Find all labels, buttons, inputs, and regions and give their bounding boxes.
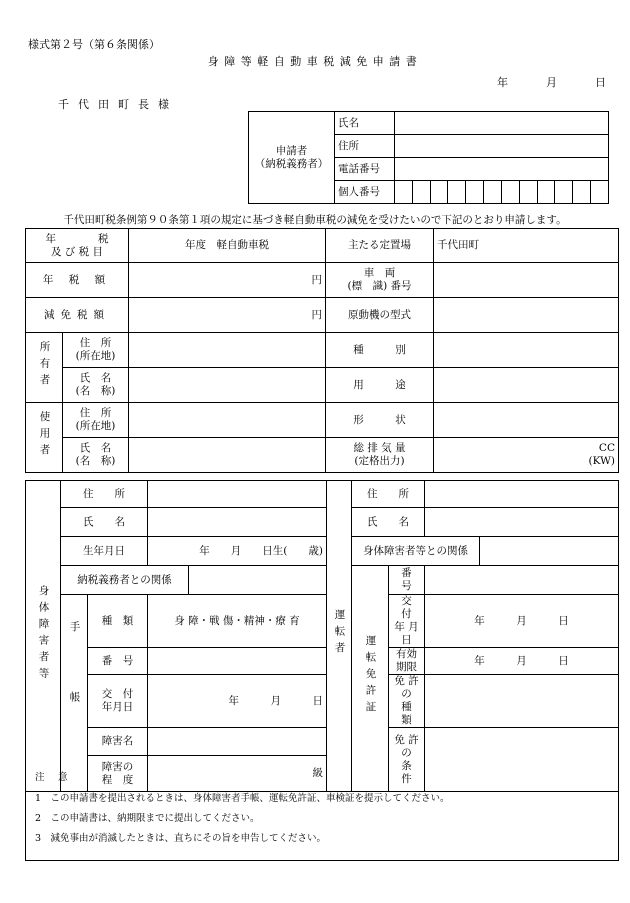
taxpayer-relation-field[interactable]	[189, 566, 327, 595]
mynumber-digit[interactable]	[555, 181, 573, 204]
driver-address-field[interactable]	[425, 481, 619, 508]
usage-label: 用 途	[326, 368, 434, 403]
handbook-number-field[interactable]	[148, 648, 327, 675]
handbook-type-label: 種 類	[88, 595, 148, 648]
day-label: 日	[595, 76, 606, 89]
mynumber-digit[interactable]	[591, 181, 609, 204]
mynumber-digit[interactable]	[501, 181, 519, 204]
note-2: 2 この申請書は、納期限までに提出してください。	[35, 813, 260, 824]
owner-address-field[interactable]	[129, 333, 326, 368]
engine-model-field[interactable]	[434, 298, 619, 333]
owner-name-field[interactable]	[129, 368, 326, 403]
intro-text: 千代田町税条例第９０条第１項の規定に基づき軽自動車税の減免を受けたいので下記のとおり申請します。	[63, 214, 567, 226]
owner-label: 所有者	[26, 333, 63, 403]
license-conditions-label: 免 許 の 条 件	[389, 728, 425, 792]
note-1: 1 この申請書を提出されるときは、身体障害者手帳、運転免許証、車検証を提示してください。	[35, 793, 450, 804]
annual-tax-label: 年 税 額	[26, 263, 129, 298]
driver-name-label: 氏 名	[352, 508, 425, 537]
applicant-address-label: 住所	[335, 135, 395, 158]
license-number-field[interactable]	[425, 566, 619, 595]
disability-name-field[interactable]	[148, 728, 327, 756]
driver-relation-field[interactable]	[480, 537, 619, 566]
license-label: 運転免許証	[352, 566, 389, 792]
applicant-name-label: 氏名	[335, 112, 395, 135]
disabled-name-label: 氏 名	[61, 508, 148, 537]
shape-label: 形 状	[326, 403, 434, 438]
plate-number-label: 車 両 (標 識) 番号	[326, 263, 434, 298]
disabled-driver-table	[25, 480, 619, 792]
page-title: 身障等軽自動車税減免申請書	[207, 55, 423, 68]
license-type-label: 免 許 の 種 類	[389, 675, 425, 728]
mynumber-digit[interactable]	[484, 181, 502, 204]
handbook-label: 手帳	[61, 595, 88, 792]
mynumber-digit[interactable]	[519, 181, 537, 204]
mynumber-digit[interactable]	[537, 181, 555, 204]
mynumber-digit[interactable]	[412, 181, 430, 204]
note-3: 3 減免事由が消滅したときは、直ちにその旨を申告してください。	[35, 833, 327, 844]
driver-name-field[interactable]	[425, 508, 619, 537]
taxpayer-relation-label: 納税義務者との関係	[61, 566, 189, 595]
user-name-label: 氏 名 (名 称)	[63, 438, 129, 473]
driver-label: 運転者	[327, 481, 352, 792]
applicant-table	[248, 111, 609, 204]
handbook-type-field[interactable]: 身 障・戦 傷・精神・療 育	[148, 595, 327, 648]
mynumber-digit[interactable]	[395, 181, 413, 204]
user-name-field[interactable]	[129, 438, 326, 473]
driver-address-label: 住 所	[352, 481, 425, 508]
mynumber-digit[interactable]	[448, 181, 466, 204]
handbook-issue-date-field[interactable]: 年 月 日	[148, 675, 327, 728]
disabled-name-field[interactable]	[148, 508, 327, 537]
disability-name-label: 障害名	[88, 728, 148, 756]
applicant-name-field[interactable]	[395, 112, 609, 135]
vehicle-table	[25, 228, 619, 473]
engine-model-label: 原動機の型式	[326, 298, 434, 333]
user-address-field[interactable]	[129, 403, 326, 438]
applicant-phone-field[interactable]	[395, 158, 609, 181]
owner-address-label: 住 所 (所在地)	[63, 333, 129, 368]
mynumber-digit[interactable]	[573, 181, 591, 204]
handbook-issue-date-label: 交 付 年月日	[88, 675, 148, 728]
mynumber-digit[interactable]	[466, 181, 484, 204]
license-number-label: 番 号	[389, 566, 425, 595]
addressee: 千代田町長様	[58, 98, 178, 111]
usage-field[interactable]	[434, 368, 619, 403]
form-number: 様式第２号（第６条関係）	[28, 38, 160, 51]
applicant-mynumber-label: 個人番号	[335, 181, 395, 204]
disabled-person-label: 身体障害者等	[26, 481, 61, 792]
license-expiry-field[interactable]: 年 月 日	[425, 648, 619, 675]
notes-title: 注 意	[35, 772, 70, 783]
handbook-number-label: 番 号	[88, 648, 148, 675]
category-label: 種 別	[326, 333, 434, 368]
applicant-label: 申請者 （納税義務者）	[249, 112, 335, 204]
user-address-label: 住 所 (所在地)	[63, 403, 129, 438]
date-line	[459, 74, 606, 90]
applicant-address-field[interactable]	[395, 135, 609, 158]
license-type-field[interactable]	[425, 675, 619, 728]
month-label: 月	[546, 76, 557, 89]
category-field[interactable]	[434, 333, 619, 368]
year-label: 年	[497, 76, 508, 89]
storage-place-label: 主たる定置場	[326, 229, 434, 263]
tax-year-label: 年 税 及 び 税 目	[26, 229, 129, 263]
license-issue-date-field[interactable]: 年 月 日	[425, 595, 619, 648]
annual-tax-field[interactable]: 円	[129, 263, 326, 298]
tax-year-field[interactable]: 年度 軽自動車税	[129, 229, 326, 263]
displacement-field[interactable]: CC (KW)	[434, 438, 619, 473]
storage-place-field[interactable]: 千代田町	[434, 229, 619, 263]
shape-field[interactable]	[434, 403, 619, 438]
disability-degree-label: 障害の 程 度	[88, 756, 148, 792]
exemption-amount-label: 減免税額	[26, 298, 129, 333]
exemption-amount-field[interactable]: 円	[129, 298, 326, 333]
disabled-address-label: 住 所	[61, 481, 148, 508]
disabled-address-field[interactable]	[148, 481, 327, 508]
driver-relation-label: 身体障害者等との関係	[352, 537, 480, 566]
birthdate-field[interactable]: 年 月 日生( 歳)	[148, 537, 327, 566]
notes-box	[25, 765, 619, 861]
license-issue-date-label: 交 付 年 月 日	[389, 595, 425, 648]
birthdate-label: 生年月日	[61, 537, 148, 566]
applicant-phone-label: 電話番号	[335, 158, 395, 181]
user-label: 使用者	[26, 403, 63, 473]
license-expiry-label: 有効期限	[389, 648, 425, 675]
mynumber-digit[interactable]	[430, 181, 448, 204]
plate-number-field[interactable]	[434, 263, 619, 298]
owner-name-label: 氏 名 (名 称)	[63, 368, 129, 403]
disability-degree-field[interactable]: 級	[148, 756, 327, 792]
displacement-label: 総 排 気 量 (定格出力)	[326, 438, 434, 473]
